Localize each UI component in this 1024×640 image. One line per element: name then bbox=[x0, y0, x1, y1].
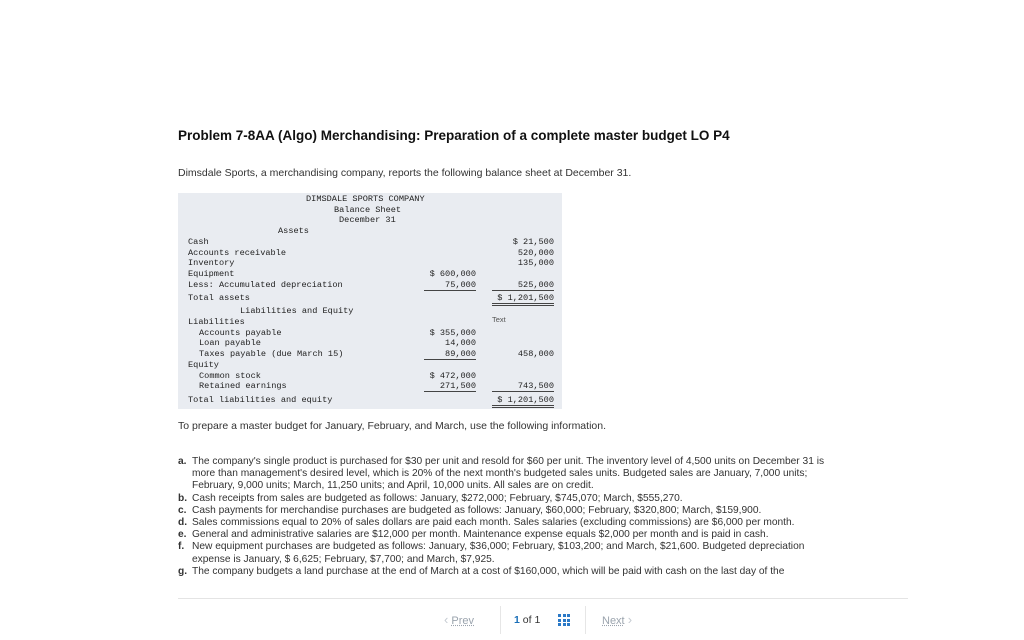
bs-double-underline bbox=[492, 405, 554, 408]
bs-title: Balance Sheet bbox=[334, 205, 402, 215]
bs-common-amount: $ 472,000 bbox=[429, 371, 476, 381]
problem-title: Problem 7-8AA (Algo) Merchandising: Preparation of a complete master budget LO P4 bbox=[178, 128, 730, 143]
bs-cash-amount: $ 21,500 bbox=[512, 237, 554, 247]
alt-text-label: Text bbox=[492, 315, 506, 324]
bs-net-equipment: 525,000 bbox=[517, 280, 554, 290]
pagination bbox=[432, 606, 657, 634]
bs-total-assets-amount: $ 1,201,500 bbox=[497, 293, 554, 303]
chevron-left-icon: ‹ bbox=[444, 612, 449, 627]
list-item: g. The company budgets a land purchase at the end of March at a cost of $160,000, which will be paid with cash on the last day of the bbox=[178, 565, 785, 577]
bs-equipment-amount: $ 600,000 bbox=[429, 269, 476, 279]
bs-ap-label: Accounts payable bbox=[199, 328, 282, 338]
list-item: e. General and administrative salaries are $12,000 per month. Maintenance expense equals $2,000 per month and is paid in cash. bbox=[178, 529, 769, 541]
prev-button[interactable] bbox=[444, 606, 474, 634]
bs-underline bbox=[492, 391, 554, 392]
bs-underline bbox=[424, 391, 476, 392]
bs-ar-amount: 520,000 bbox=[517, 248, 554, 258]
assumptions-list bbox=[178, 456, 843, 578]
bs-equipment-label: Equipment bbox=[188, 269, 235, 279]
next-button[interactable] bbox=[602, 606, 632, 634]
list-item: d. Sales commissions equal to 20% of sales dollars are paid each month. Sales salaries (excluding commissions) are $6,000 per month. bbox=[178, 517, 795, 529]
prepare-instructions: To prepare a master budget for January, February, and March, use the following information. bbox=[178, 420, 606, 432]
pager-divider bbox=[585, 606, 586, 634]
bs-underline bbox=[492, 290, 554, 291]
bs-total-equity: 743,500 bbox=[517, 381, 554, 391]
prev-label: Prev bbox=[451, 615, 475, 627]
footer-divider bbox=[178, 598, 908, 599]
bs-common-label: Common stock bbox=[199, 371, 261, 381]
next-label: Next bbox=[602, 615, 625, 627]
bs-date: December 31 bbox=[339, 215, 396, 225]
list-item: b. Cash receipts from sales are budgeted as follows: January, $272,000; February, $745,070; March, $555,270. bbox=[178, 492, 683, 504]
bs-accum-dep-amount: 75,000 bbox=[445, 280, 476, 290]
bs-total-le-amount: $ 1,201,500 bbox=[497, 395, 554, 405]
bs-ar-label: Accounts receivable bbox=[188, 248, 286, 258]
list-item: f. New equipment purchases are budgeted as follows: January, $36,000; February, $103,200; and March, $21,600. Budgeted depreciation expense is January, $ 6,625; February, $7,700; and March, $7,925. bbox=[178, 541, 805, 565]
balance-sheet-table bbox=[178, 193, 562, 409]
bs-loan-amount: 14,000 bbox=[445, 338, 476, 348]
bs-loan-label: Loan payable bbox=[199, 338, 261, 348]
bs-underline bbox=[424, 290, 476, 291]
bs-le-heading: Liabilities and Equity bbox=[240, 306, 354, 316]
bs-total-liabilities: 458,000 bbox=[517, 349, 554, 359]
list-item: a. The company's single product is purchased for $30 per unit and resold for $60 per unit. The inventory level of 4,500 units on December 31 is more than management's desired level, which is 20% of the next month's budgeted sales units. Budgeted sales are January, 7,000 units; February, 9,000 units; March, 11,250 units; and April, 10,000 units. All sales are on credit. bbox=[178, 456, 825, 492]
current-page: 1 bbox=[514, 614, 520, 626]
bs-assets-heading: Assets bbox=[278, 226, 309, 236]
bs-retained-label: Retained earnings bbox=[199, 381, 287, 391]
bs-ap-amount: $ 355,000 bbox=[429, 328, 476, 338]
bs-underline bbox=[424, 359, 476, 360]
page-count bbox=[514, 606, 540, 634]
bs-total-le-label: Total liabilities and equity bbox=[188, 395, 333, 405]
bs-inventory-label: Inventory bbox=[188, 258, 235, 268]
bs-liabilities-heading: Liabilities bbox=[188, 317, 245, 327]
bs-accum-dep-label: Less: Accumulated depreciation bbox=[188, 280, 343, 290]
bs-equity-heading: Equity bbox=[188, 360, 219, 370]
bs-company: DIMSDALE SPORTS COMPANY bbox=[306, 194, 425, 204]
chevron-right-icon: › bbox=[627, 612, 633, 627]
bs-cash-label: Cash bbox=[188, 237, 209, 247]
list-item: c. Cash payments for merchandise purchases are budgeted as follows: January, $60,000; February, $320,800; March, $159,900. bbox=[178, 504, 762, 516]
problem-intro: Dimsdale Sports, a merchandising company, reports the following balance sheet at December 31. bbox=[178, 167, 632, 179]
bs-retained-amount: 271,500 bbox=[439, 381, 476, 391]
page-total: of 1 bbox=[522, 614, 541, 626]
bs-total-assets-label: Total assets bbox=[188, 293, 250, 303]
bs-taxes-amount: 89,000 bbox=[445, 349, 476, 359]
grid-icon[interactable] bbox=[558, 614, 570, 626]
bs-taxes-label: Taxes payable (due March 15) bbox=[199, 349, 344, 359]
pager-divider bbox=[500, 606, 501, 634]
bs-inventory-amount: 135,000 bbox=[517, 258, 554, 268]
bs-double-underline bbox=[492, 303, 554, 306]
